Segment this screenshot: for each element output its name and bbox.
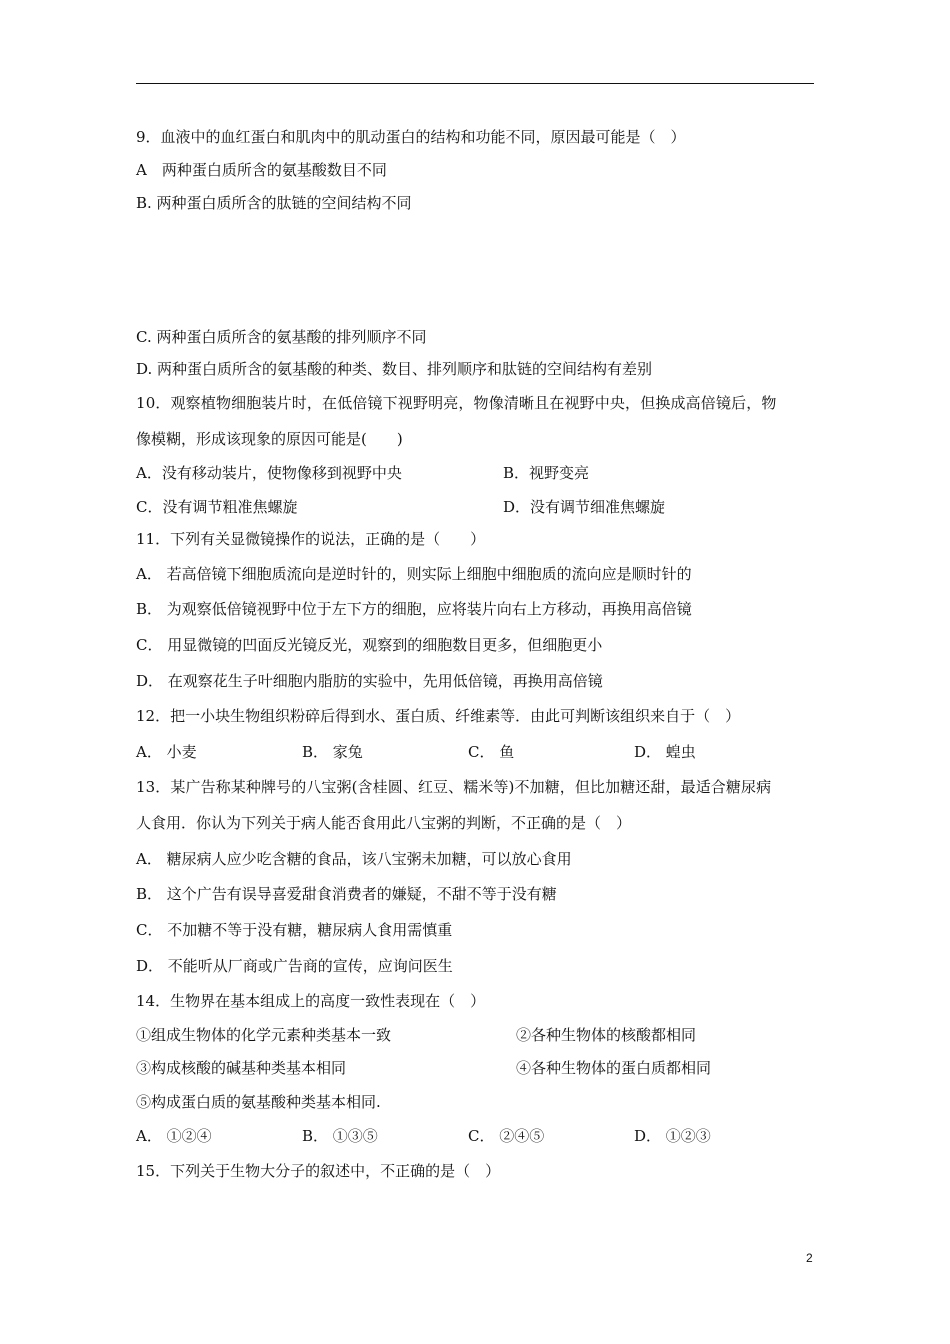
question-13-option-b: B． 这个广告有误导喜爱甜食消费者的嫌疑，不甜不等于没有糖 <box>136 885 557 903</box>
question-11-option-c: C． 用显微镜的凹面反光镜反光，观察到的细胞数目更多，但细胞更小 <box>136 636 603 654</box>
question-14-item-3: ③构成核酸的碱基种类基本相同 <box>136 1059 347 1077</box>
question-14-item-5: ⑤构成蛋白质的氨基酸种类基本相同. <box>136 1093 381 1111</box>
question-12-option-b: B． 家兔 <box>302 743 363 761</box>
question-10-option-c: C．没有调节粗准焦螺旋 <box>136 498 298 516</box>
question-14-option-c: C． ②④⑤ <box>468 1127 545 1145</box>
question-11-option-d: D． 在观察花生子叶细胞内脂肪的实验中，先用低倍镜，再换用高倍镜 <box>136 672 603 690</box>
question-14-option-d: D． ①②③ <box>634 1127 711 1145</box>
question-10-option-a: A．没有移动装片，使物像移到视野中央 <box>136 464 402 482</box>
page-number: 2 <box>806 1251 813 1265</box>
question-14-item-4: ④各种生物体的蛋白质都相同 <box>516 1059 712 1077</box>
question-12-stem: 12．把一小块生物组织粉碎后得到水、蛋白质、纤维素等．由此可判断该组织来自于（ ） <box>136 707 741 725</box>
question-15-stem: 15．下列关于生物大分子的叙述中，不正确的是（ ） <box>136 1162 501 1180</box>
question-10-option-b: B．视野变亮 <box>503 464 590 482</box>
question-9-option-c: C. 两种蛋白质所含的氨基酸的排列顺序不同 <box>136 328 427 346</box>
question-13-option-c: C． 不加糖不等于没有糖，糖尿病人食用需慎重 <box>136 921 453 939</box>
question-14-option-a: A． ①②④ <box>136 1127 212 1145</box>
question-12-option-a: A． 小麦 <box>136 743 197 761</box>
question-13-stem-line2: 人食用．你认为下列关于病人能否食用此八宝粥的判断，不正确的是（ ） <box>136 814 632 832</box>
question-10-option-d: D．没有调节细准焦螺旋 <box>503 498 666 516</box>
question-13-stem-line1: 13．某广告称某种牌号的八宝粥(含桂圆、红豆、糯米等)不加糖，但比加糖还甜，最适合糖尿病 <box>136 778 772 796</box>
question-9-option-a: A 两种蛋白质所含的氨基酸数目不同 <box>136 161 387 179</box>
question-12-option-d: D． 蝗虫 <box>634 743 696 761</box>
question-14-item-1: ①组成生物体的化学元素种类基本一致 <box>136 1026 392 1044</box>
question-13-option-d: D． 不能听从厂商或广告商的宣传，应询问医生 <box>136 957 453 975</box>
question-9-option-b: B. 两种蛋白质所含的肽链的空间结构不同 <box>136 194 412 212</box>
question-11-stem: 11．下列有关显微镜操作的说法，正确的是（ ） <box>136 530 486 548</box>
question-14-option-b: B． ①③⑤ <box>302 1127 378 1145</box>
question-10-stem-line1: 10．观察植物细胞装片时，在低倍镜下视野明亮，物像清晰且在视野中央，但换成高倍镜后，物 <box>136 394 777 412</box>
question-14-stem: 14．生物界在基本组成上的高度一致性表现在（ ） <box>136 992 486 1010</box>
question-13-option-a: A． 糖尿病人应少吃含糖的食品，该八宝粥未加糖，可以放心食用 <box>136 850 572 868</box>
question-9-stem: 9．血液中的血红蛋白和肌肉中的肌动蛋白的结构和功能不同，原因最可能是（ ） <box>136 128 686 146</box>
question-14-item-2: ②各种生物体的核酸都相同 <box>516 1026 697 1044</box>
question-9-option-d: D. 两种蛋白质所含的氨基酸的种类、数目、排列顺序和肽链的空间结构有差别 <box>136 360 653 378</box>
question-11-option-b: B． 为观察低倍镜视野中位于左下方的细胞，应将装片向右上方移动，再换用高倍镜 <box>136 600 692 618</box>
question-12-option-c: C． 鱼 <box>468 743 515 761</box>
question-10-stem-line2: 像模糊，形成该现象的原因可能是( ) <box>136 430 403 448</box>
question-11-option-a: A． 若高倍镜下细胞质流向是逆时针的，则实际上细胞中细胞质的流向应是顺时针的 <box>136 565 692 583</box>
header-rule <box>136 83 814 84</box>
